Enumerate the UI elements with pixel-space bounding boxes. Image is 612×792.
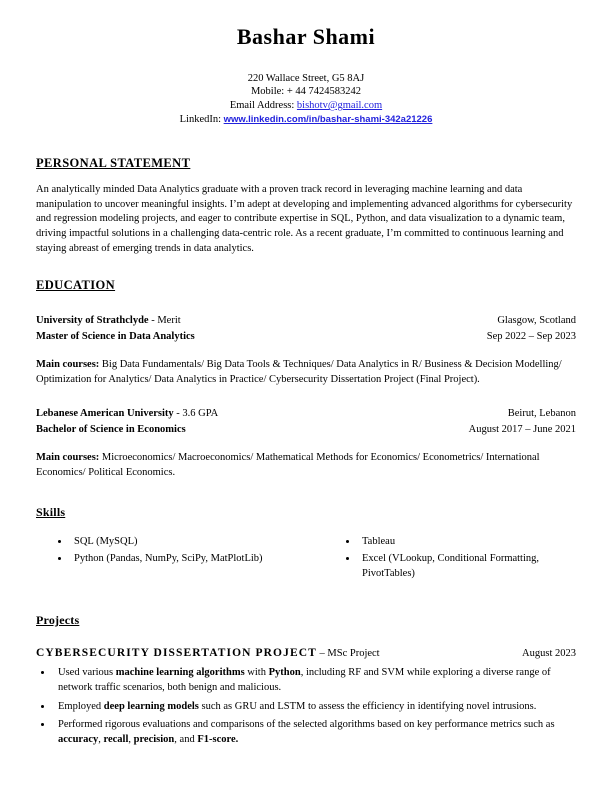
degree-name: Bachelor of Science in Economics [36,423,186,435]
contact-address: 220 Wallace Street, G5 8AJ [247,72,365,84]
project-date: August 2023 [522,648,576,660]
skills-list-right [324,535,576,581]
personal-statement-body: An analytically minded Data Analytics graduate with a proven track record in leveraging machine learning and data manipulation to uncover meaningful insights. I’m adept at developing and implementing advanced algorithms for cybersecurity and regression modeling projects, and eager to contribute expertise in SQL, Python, and data visualization to a dynamic team, driving impactful solutions in a challenging data-centric role. As a recent graduate, I’m committed to continuous learning and staying abreast of emerging trends in data analytics. [36,183,573,254]
institution-location: Beirut, Lebanon [507,407,576,419]
institution-location: Glasgow, Scotland [497,314,576,326]
linkedin-link[interactable]: www.linkedin.com/in/bashar-shami-342a21226 [223,113,433,125]
project-bullet: • Performed rigorous evaluations and comparisons of the selected algorithms based on key performance metrics such as accuracy, recall, precision, and F1-score. [53,717,576,747]
skill-item: • SQL (MySQL) [70,535,324,550]
contact-block [36,72,576,127]
main-courses-label: Main courses: [36,359,100,371]
main-courses [36,358,576,387]
institution-line [36,313,181,329]
project-bullet-list [36,665,576,747]
education-degree-row [36,329,576,345]
project-title: CYBERSECURITY DISSERTATION PROJECT [36,647,317,660]
project-bullet: • Used various machine learning algorithms with Python, including RF and SVM while exploring a diverse range of network traffic scenarios, both benign and malicious. [53,665,576,695]
degree-dates: August 2017 – June 2021 [468,423,576,435]
project-subtitle: – MSc Project [316,648,380,660]
main-courses [36,451,576,480]
skill-item: • Tableau [358,535,576,550]
email-label: Email Address: [229,100,297,112]
contact-email-line [36,99,576,113]
resume-name: Bashar Shami [236,24,376,49]
institution-grade: - 3.6 GPA [173,407,219,419]
project-title-line [36,645,380,663]
section-heading-skills: Skills [36,504,66,519]
main-courses-text: Big Data Fundamentals/ Big Data Tools & Techniques/ Data Analytics in R/ Business & Decision Modelling/ Optimization for Analytics/ Data Analytics in Practice/ Cybersecurity Dissertation Project (Final Project). [36,359,562,386]
skills-column-left [36,535,324,583]
section-heading-education: EDUCATION [36,278,116,293]
section-heading-personal-statement: PERSONAL STATEMENT [36,156,191,171]
skill-item: • Python (Pandas, NumPy, SciPy, MatPlotLib) [70,552,324,567]
contact-linkedin-line [36,113,576,127]
contact-mobile: Mobile: + 44 7424583242 [250,86,362,98]
linkedin-label: LinkedIn: [179,113,224,125]
project-bullet: • Employed deep learning models such as GRU and LSTM to assess the efficiency in identifying novel intrusions. [53,699,576,714]
education-entry-lau [36,406,576,481]
skills-list-left [36,535,324,566]
institution-name: Lebanese American University [36,407,174,419]
main-courses-text: Microeconomics/ Macroeconomics/ Mathematical Methods for Economics/ Econometrics/ International Economics/ Political Economics. [36,452,540,478]
section-heading-projects: Projects [36,613,80,628]
skills-column-right [324,535,576,583]
institution-grade: - Merit [148,314,181,326]
education-degree-row [36,422,576,438]
project-header-row [36,645,576,663]
education-institution-row [36,313,576,329]
skill-item: • Excel (VLookup, Conditional Formatting, PivotTables) [358,552,576,581]
main-courses-label: Main courses: [36,452,100,464]
email-link[interactable]: bishotv@gmail.com [296,100,383,112]
institution-name: University of Strathclyde [36,314,149,326]
institution-line [36,406,218,422]
education-institution-row [36,406,576,422]
skills-columns [36,535,576,583]
degree-name: Master of Science in Data Analytics [36,331,195,343]
education-entry-strathclyde [36,313,576,388]
degree-dates: Sep 2022 – Sep 2023 [486,331,576,343]
